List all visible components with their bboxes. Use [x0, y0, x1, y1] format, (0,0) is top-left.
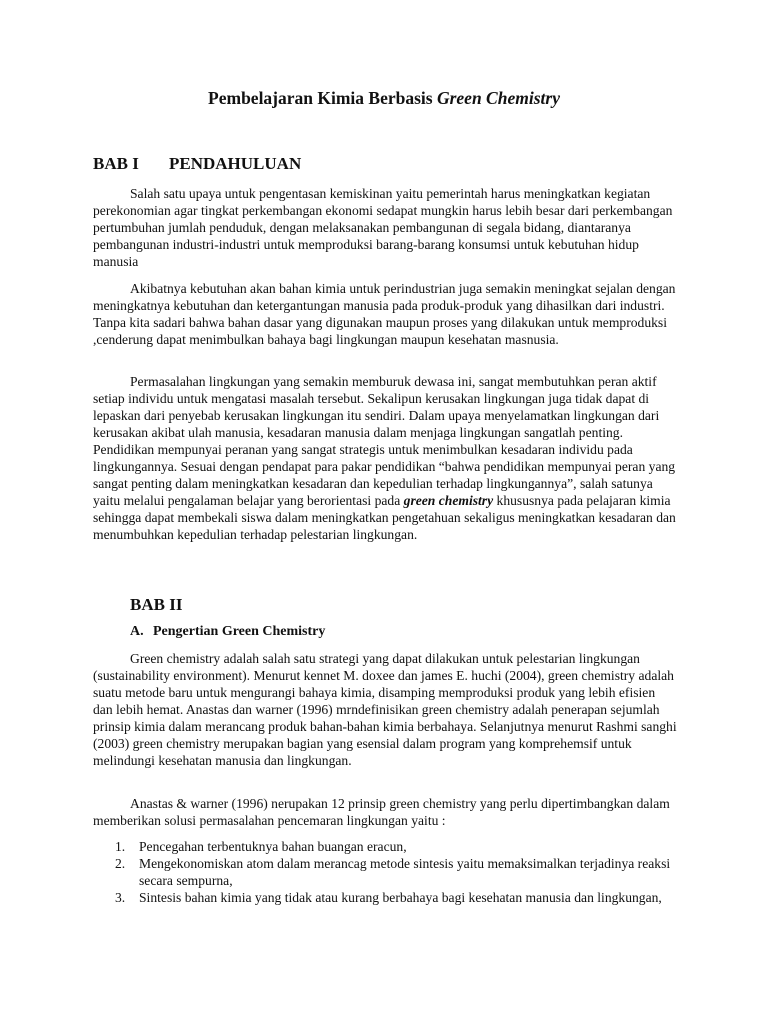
paragraph-4: Green chemistry adalah salah satu strategi yang dapat dilakukan untuk pelestarian lingkungan (sustainability environment). Menurut kennet M. doxee dan james E. huchi (2004), green chemistry adalah suatu metode baru untuk mengurangi bahaya kimia, disamping memproduksi produk yang lebih efisien dan lebih hemat. Anastas dan warner (1996) mrndefinisikan green chemistry adalah penerapan sejumlah prinsip kimia dalam merancang produk bahan-bahan kimia berbahaya. Selanjutnya menurut Rashmi sanghi (2003) green chemistry merupakan bagian yang esensial dalam program yang komprehemsif untuk melindungi kesehatan manusia dan lingkungan.: [93, 651, 677, 768]
list-item-number: 3.: [115, 890, 126, 905]
list-item: [115, 855, 679, 889]
list-item-text: Pencegahan terbentuknya bahan buangan eracun,: [139, 839, 407, 854]
list-item: [115, 838, 679, 855]
paragraph-2: Akibatnya kebutuhan akan bahan kimia untuk perindustrian juga semakin meningkat sejalan dengan meningkatnya kebutuhan dan ketergantungan manusia pada produk-produk yang dihasilkan dari industri. Tanpa kita sadari bahwa bahan dasar yang digunakan maupun proses yang dilakukan untuk memproduksi ,cenderung dapat menimbulkan bahaya bagi lingkungan maupun kesehatan masnusia.: [93, 281, 676, 347]
chapter-2-heading: BAB II: [130, 595, 183, 614]
chapter-1-number: BAB I: [93, 154, 139, 173]
section-a-heading: [130, 624, 325, 640]
list-item-number: 2.: [115, 856, 126, 871]
document-title: [0, 88, 768, 109]
list-item: [115, 889, 679, 906]
title-main: Pembelajaran Kimia Berbasis: [208, 88, 437, 108]
paragraph-1: Salah satu upaya untuk pengentasan kemiskinan yaitu pemerintah harus meningkatkan kegiatan perekonomian agar tingkat perkembangan ekonomi sedapat mungkin harus lebih besar dari perkembangan pertumbuhan jumlah penduduk, dengan melaksanakan pembangunan di segala bidang, diantaranya pembangunan industri-industri untuk memproduksi barang-barang konsumsi untuk kebutuhan hidup manusia: [93, 186, 673, 269]
section-a-letter: A.: [130, 624, 144, 639]
paragraph-3-text-a: Permasalahan lingkungan yang semakin memburuk dewasa ini, sangat membutuhkan peran aktif setiap individu untuk mengatasi masalah tersebut. Sekalipun kerusakan lingkungan juga tidak dapat di lepaskan dari penyebab kerusakan lingkungan itu sendiri. Dalam upaya menyelamatkan lingkungan dari kerusakan akibat ulah manusia, kesadaran manusia dalam menjaga lingkungan sangatlah penting. Pendidikan mempunyai peranan yang sangat strategis untuk menimbulkan kesadaran individu pada lingkungannya. Sesuai dengan pendapat para pakar pendidikan “bahwa pendidikan mempunyai peran yang sangat penting dalam meningkatkan kesadaran dan kepedulian terhadap lingkungannya”, salah satunya yaitu melalui pengalaman belajar yang berorientasi pada: [93, 374, 676, 508]
chapter-1-title: PENDAHULUAN: [169, 154, 302, 173]
list-item-text: Sintesis bahan kimia yang tidak atau kurang berbahaya bagi kesehatan manusia dan lingkungan,: [139, 890, 662, 905]
chapter-1-heading: [93, 154, 301, 174]
paragraph-5: Anastas & warner (1996) nerupakan 12 prinsip green chemistry yang perlu dipertimbangkan dalam memberikan solusi permasalahan pencemaran lingkungan yaitu :: [93, 796, 670, 828]
title-italic: Green Chemistry: [436, 88, 560, 108]
section-a-title: Pengertian Green Chemistry: [153, 624, 326, 639]
green-chemistry-emphasis: green chemistry: [403, 493, 494, 508]
principles-list: [115, 838, 679, 906]
paragraph-3-text-b: khususnya pada pelajaran kimia sehingga dapat membekali siswa dalam meningkatkan pengetahuan sekaligus meningkatkan kesadaran dan menumbuhkan kepedulian terhadap pelestarian lingkungan.: [93, 493, 676, 542]
list-item-text: Mengekonomiskan atom dalam merancag metode sintesis yaitu memaksimalkan terjadinya reaksi secara sempurna,: [139, 856, 671, 888]
list-item-number: 1.: [115, 839, 126, 854]
paragraph-3: [93, 373, 678, 543]
